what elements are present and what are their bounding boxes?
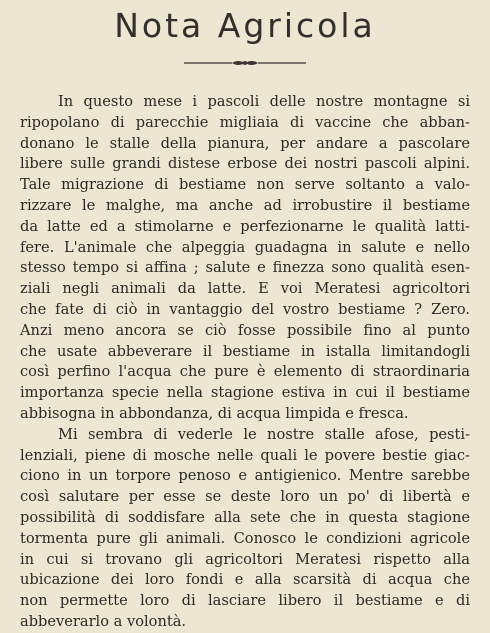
article-body xyxy=(20,92,470,633)
text-line: rizzare le malghe, ma anche ad irrobustire il bestiame xyxy=(20,196,470,214)
text-line: abbisogna in abbondanza, di acqua limpida e fresca. xyxy=(20,404,409,422)
text-line: Mi sembra di vederle le nostre stalle afose, pesti- xyxy=(58,425,470,443)
article-paragraph xyxy=(20,92,470,425)
text-line: libere sulle grandi distese erbose dei nostri pascoli alpini. xyxy=(20,155,470,173)
text-line: stesso tempo si affina ; salute e finezza sono qualità esen- xyxy=(20,259,470,277)
title-divider-ornament xyxy=(182,58,308,68)
text-line: possibilità di soddisfare alla sete che in questa stagione xyxy=(20,508,470,526)
text-line: non permette loro di lasciare libero il bestiame e di xyxy=(20,592,470,610)
text-line: importanza specie nella stagione estiva in cui il bestiame xyxy=(20,384,470,402)
text-line: abbeverarlo a volontà. xyxy=(20,612,187,630)
text-line: ubicazione dei loro fondi e alla scarsità di acqua che xyxy=(20,571,470,589)
text-line: ziali negli animali da latte. E voi Meratesi agricoltori xyxy=(20,280,470,298)
text-line: così perfino l'acqua che pure è elemento di straordinaria xyxy=(20,363,470,381)
text-line: ciono in un torpore penoso e antigienico. Mentre sarebbe xyxy=(20,467,470,485)
text-line: tormenta pure gli animali. Conosco le condizioni agricole xyxy=(20,529,470,547)
article-paragraph xyxy=(20,425,470,633)
text-line: così salutare per esse se deste loro un po' di libertà e xyxy=(20,488,470,506)
text-line: che fate di ciò in vantaggio del vostro bestiame ? Zero. xyxy=(20,300,470,318)
text-line: Anzi meno ancora se ciò fosse possibile fino al punto xyxy=(20,321,470,339)
text-line: In questo mese i pascoli delle nostre montagne si xyxy=(58,93,470,110)
text-line: Tale migrazione di bestiame non serve soltanto a valo- xyxy=(20,176,470,194)
text-line: fere. L'animale che alpeggia guadagna in salute e nello xyxy=(20,238,470,256)
article-title: Nota Agricola xyxy=(114,6,376,45)
text-line: lenziali, piene di mosche nelle quali le povere bestie giac- xyxy=(20,446,470,464)
text-line: donano le stalle della pianura, per andare a pascolare xyxy=(20,134,470,152)
text-line: ripopolano di parecchie migliaia di vaccine che abban- xyxy=(20,113,470,131)
text-line: da latte ed a stimolarne e perfezionarne le qualità latti- xyxy=(20,217,470,235)
text-line: in cui si trovano gli agricoltori Meratesi rispetto alla xyxy=(20,550,470,568)
text-line: che usate abbeverare il bestiame in istalla limitandogli xyxy=(20,342,470,360)
